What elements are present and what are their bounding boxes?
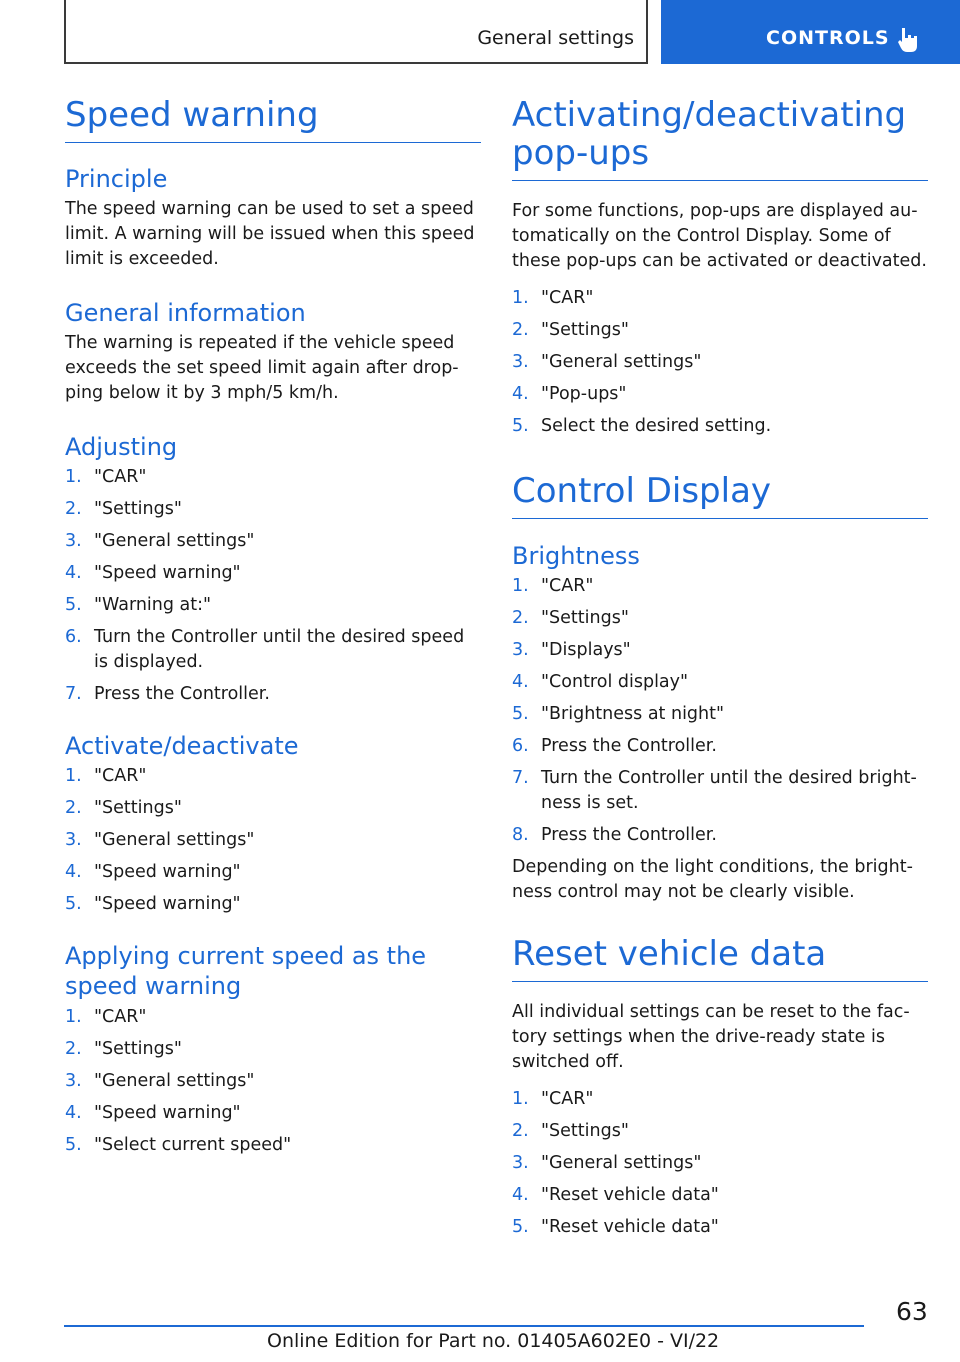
step-number: 2.: [65, 499, 82, 519]
step-text: "Speed warning": [94, 862, 241, 882]
step-text: "CAR": [94, 766, 147, 786]
list-item: [65, 1005, 481, 1030]
list-item: [512, 414, 928, 439]
list-item: [65, 561, 481, 586]
list-item: [65, 465, 481, 490]
list-item: [65, 1037, 481, 1062]
step-number: 5.: [512, 704, 529, 724]
general-information-heading: General information: [65, 299, 306, 327]
step-text: "General settings": [94, 830, 255, 850]
step-number: 2.: [65, 1039, 82, 1059]
step-number: 4.: [65, 862, 82, 882]
list-item: [512, 734, 928, 759]
list-item: [65, 796, 481, 821]
step-text: "General settings": [541, 1153, 702, 1173]
list-item: [65, 860, 481, 885]
step-text: Press the Controller.: [541, 736, 717, 756]
footer-edition: Online Edition for Part no. 01405A602E0 - VI/22: [267, 1330, 720, 1352]
step-text: "Brightness at night": [541, 704, 725, 724]
list-item: [65, 497, 481, 522]
list-item: [512, 286, 928, 311]
step-text: "Speed warning": [94, 1103, 241, 1123]
step-number: 3.: [512, 1153, 529, 1173]
speed-warning-title: Speed warning: [65, 96, 481, 143]
popups-title: Activating/deactivating pop‐ups: [512, 96, 928, 181]
list-item: [512, 1119, 928, 1144]
step-text: "Displays": [541, 640, 631, 660]
list-item: [512, 823, 928, 848]
hand-pointer-icon: [895, 26, 921, 54]
activate-heading: Activate/deactivate: [65, 732, 299, 760]
step-number: 2.: [512, 1121, 529, 1141]
step-text: "Select current speed": [94, 1135, 292, 1155]
step-number: 4.: [512, 672, 529, 692]
reset-steps: [512, 1087, 928, 1240]
step-number: 1.: [65, 766, 82, 786]
step-text: "CAR": [541, 1089, 594, 1109]
step-number: 3.: [512, 640, 529, 660]
list-item: [512, 766, 928, 816]
step-text: Turn the Controller until the desired bright‐ness is set.: [541, 768, 917, 813]
step-number: 2.: [512, 320, 529, 340]
step-number: 4.: [65, 1103, 82, 1123]
step-text: "Pop-ups": [541, 384, 627, 404]
step-text: "Reset vehicle data": [541, 1185, 719, 1205]
step-text: "CAR": [541, 576, 594, 596]
popups-text: For some functions, pop-ups are displayed au‐tomatically on the Control Display. Some of these pop-ups can be activated or deactivated.: [512, 201, 927, 271]
step-number: 4.: [512, 384, 529, 404]
step-number: 6.: [512, 736, 529, 756]
step-number: 6.: [65, 627, 82, 647]
general-information-text: The warning is repeated if the vehicle speed exceeds the set speed limit again after drop‐ping below it by 3 mph/5 km/h.: [65, 333, 459, 403]
step-text: "CAR": [94, 467, 147, 487]
step-number: 5.: [512, 1217, 529, 1237]
list-item: [512, 1151, 928, 1176]
step-text: "Settings": [94, 1039, 182, 1059]
list-item: [512, 350, 928, 375]
step-text: "Warning at:": [94, 595, 212, 615]
step-number: 8.: [512, 825, 529, 845]
brightness-steps: [512, 574, 928, 848]
right-column: [512, 96, 928, 1240]
list-item: [512, 1087, 928, 1112]
header-tab-label: CONTROLS: [766, 27, 890, 49]
adjusting-steps: [65, 465, 481, 707]
step-text: "General settings": [94, 531, 255, 551]
list-item: [512, 670, 928, 695]
step-number: 5.: [65, 1135, 82, 1155]
list-item: [512, 318, 928, 343]
step-text: "Settings": [541, 1121, 629, 1141]
list-item: [65, 625, 481, 675]
step-text: Turn the Controller until the desired speed is displayed.: [94, 627, 465, 672]
brightness-note: Depending on the light conditions, the bright‐ness control may not be clearly visible.: [512, 857, 913, 902]
list-item: [65, 1069, 481, 1094]
step-text: "General settings": [541, 352, 702, 372]
step-number: 1.: [65, 467, 82, 487]
list-item: [65, 892, 481, 917]
list-item: [512, 606, 928, 631]
list-item: [65, 764, 481, 789]
list-item: [512, 638, 928, 663]
list-item: [65, 1101, 481, 1126]
list-item: [512, 574, 928, 599]
reset-text: All individual settings can be reset to the fac‐tory settings when the drive-ready state is switched off.: [512, 1002, 910, 1072]
step-text: Press the Controller.: [541, 825, 717, 845]
adjusting-heading: Adjusting: [65, 433, 178, 461]
step-number: 7.: [65, 684, 82, 704]
footer-rule: [64, 1325, 864, 1327]
control-display-title: Control Display: [512, 472, 928, 519]
step-text: "CAR": [94, 1007, 147, 1027]
step-text: "Reset vehicle data": [541, 1217, 719, 1237]
step-number: 3.: [65, 1071, 82, 1091]
list-item: [65, 593, 481, 618]
step-number: 3.: [65, 531, 82, 551]
step-number: 1.: [65, 1007, 82, 1027]
list-item: [65, 529, 481, 554]
list-item: [65, 828, 481, 853]
list-item: [65, 682, 481, 707]
popups-steps: [512, 286, 928, 439]
step-number: 3.: [65, 830, 82, 850]
brightness-heading: Brightness: [512, 542, 640, 570]
principle-heading: Principle: [65, 165, 168, 193]
reset-vehicle-data-title: Reset vehicle data: [512, 935, 928, 982]
step-number: 1.: [512, 576, 529, 596]
left-column: [65, 96, 481, 1158]
step-text: "CAR": [541, 288, 594, 308]
step-text: Select the desired setting.: [541, 416, 772, 436]
step-text: "Settings": [94, 499, 182, 519]
step-text: "Settings": [94, 798, 182, 818]
principle-text: The speed warning can be used to set a speed limit. A warning will be issued when this speed limit is exceeded.: [65, 199, 475, 269]
applying-heading: Applying current speed as the speed warning: [65, 942, 427, 1000]
list-item: [512, 702, 928, 727]
list-item: [512, 1183, 928, 1208]
page-number: 63: [896, 1297, 928, 1326]
step-number: 2.: [65, 798, 82, 818]
step-text: "Speed warning": [94, 563, 241, 583]
step-number: 1.: [512, 1089, 529, 1109]
header-section-title: General settings: [477, 27, 634, 49]
step-number: 4.: [512, 1185, 529, 1205]
step-number: 1.: [512, 288, 529, 308]
step-text: "General settings": [94, 1071, 255, 1091]
step-number: 4.: [65, 563, 82, 583]
list-item: [512, 1215, 928, 1240]
step-number: 5.: [65, 894, 82, 914]
step-text: Press the Controller.: [94, 684, 270, 704]
step-text: "Speed warning": [94, 894, 241, 914]
step-text: "Settings": [541, 320, 629, 340]
activate-steps: [65, 764, 481, 917]
step-number: 2.: [512, 608, 529, 628]
step-text: "Control display": [541, 672, 689, 692]
list-item: [512, 382, 928, 407]
list-item: [65, 1133, 481, 1158]
header-controls-tab: [661, 0, 960, 64]
step-number: 3.: [512, 352, 529, 372]
step-number: 5.: [65, 595, 82, 615]
step-text: "Settings": [541, 608, 629, 628]
applying-steps: [65, 1005, 481, 1158]
step-number: 5.: [512, 416, 529, 436]
step-number: 7.: [512, 768, 529, 788]
